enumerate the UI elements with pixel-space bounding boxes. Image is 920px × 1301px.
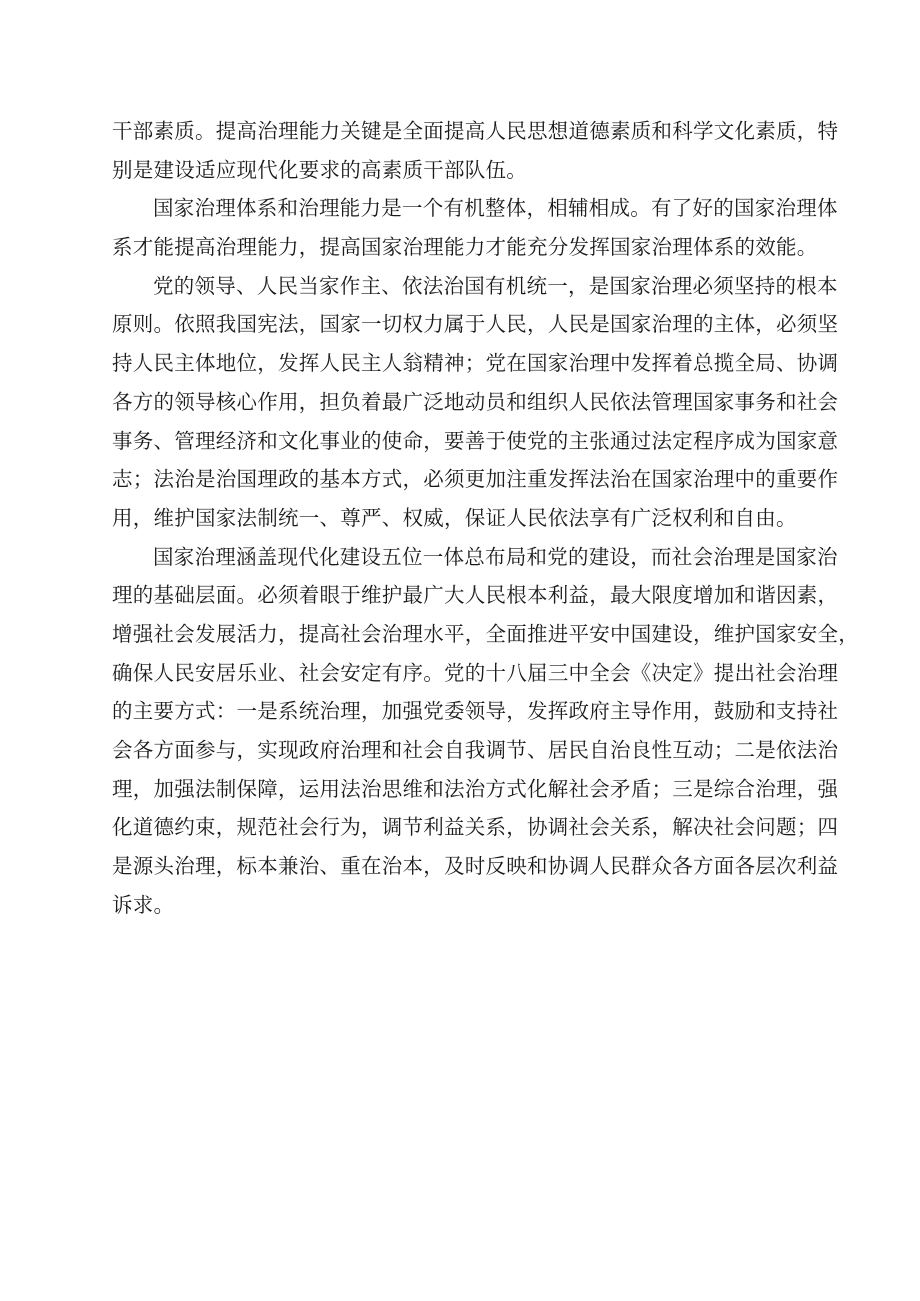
text-line: 增强社会发展活力，提高社会治理水平，全面推进平安中国建设，维护国家安全，	[112, 621, 859, 646]
paragraph-2	[112, 189, 838, 266]
text-line: 是源头治理，标本兼治、重在治本，及时反映和协调人民群众各方面各层次利益	[112, 854, 839, 879]
text-line: 国家治理涵盖现代化建设五位一体总布局和党的建设，而社会治理是国家治	[153, 544, 838, 569]
text-line: 志；法治是治国理政的基本方式，必须更加注重发挥法治在国家治理中的重要作	[112, 467, 839, 492]
paragraph-3	[112, 267, 839, 538]
text-line: 化道德约束，规范社会行为，调节利益关系，协调社会关系，解决社会问题；四	[112, 815, 839, 840]
text-line: 系才能提高治理能力，提高国家治理能力才能充分发挥国家治理体系的效能。	[112, 235, 818, 260]
paragraph-1	[112, 112, 839, 189]
text-line: 国家治理体系和治理能力是一个有机整体，相辅相成。有了好的国家治理体	[153, 196, 838, 221]
text-line: 别是建设适应现代化要求的高素质干部队伍。	[112, 157, 527, 182]
text-line: 诉求。	[112, 892, 175, 917]
text-line: 用，维护国家法制统一、尊严、权威，保证人民依法享有广泛权利和自由。	[112, 505, 797, 530]
text-line: 原则。依照我国宪法，国家一切权力属于人民，人民是国家治理的主体，必须坚	[112, 312, 839, 337]
text-line: 各方的领导核心作用，担负着最广泛地动员和组织人民依法管理国家事务和社会	[112, 389, 839, 414]
text-line: 的主要方式：一是系统治理，加强党委领导，发挥政府主导作用，鼓励和支持社	[112, 699, 839, 724]
text-line: 党的领导、人民当家作主、依法治国有机统一，是国家治理必须坚持的根本	[153, 273, 838, 298]
paragraph-4	[112, 538, 859, 925]
text-line: 干部素质。提高治理能力关键是全面提高人民思想道德素质和科学文化素质，特	[112, 119, 839, 143]
text-line: 事务、管理经济和文化事业的使命，要善于使党的主张通过法定程序成为国家意	[112, 428, 839, 453]
text-line: 理，加强法制保障，运用法治思维和法治方式化解社会矛盾；三是综合治理，强	[112, 776, 839, 801]
text-line: 会各方面参与，实现政府治理和社会自我调节、居民自治良性互动；二是依法治	[112, 738, 839, 762]
document-body	[112, 112, 859, 924]
text-line: 持人民主体地位，发挥人民主人翁精神；党在国家治理中发挥着总揽全局、协调	[112, 351, 839, 376]
text-line: 确保人民安居乐业、社会安定有序。党的十八届三中全会《决定》提出社会治理	[112, 660, 839, 685]
text-line: 理的基础层面。必须着眼于维护最广大人民根本利益，最大限度增加和谐因素，	[112, 583, 839, 608]
